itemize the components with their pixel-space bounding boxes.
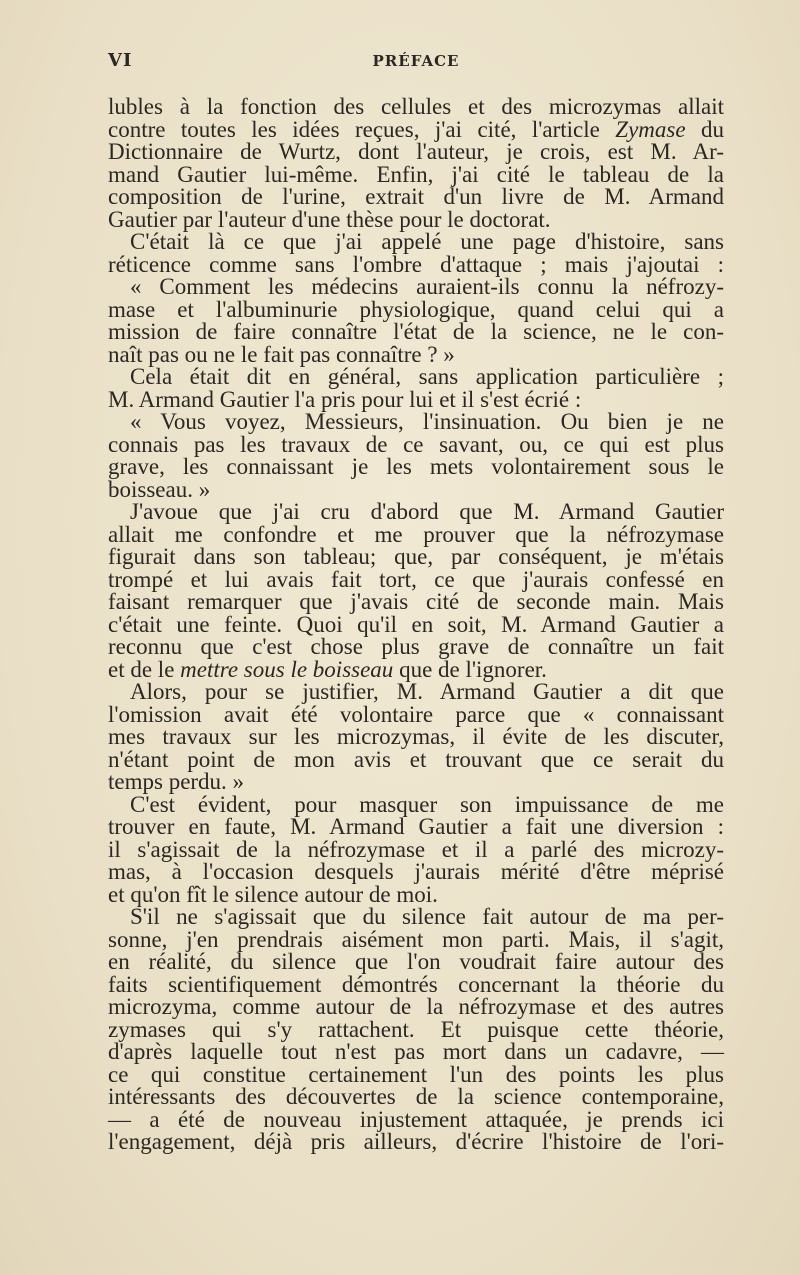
text-span: que de l'ignorer. <box>393 656 547 682</box>
text-line: S'il ne s'agissait que du silence fait autour de ma per- <box>130 904 724 929</box>
text-line: en réalité, du silence que l'on voudrait faire autour des <box>108 949 724 974</box>
text-line: grave, les connaissant je les mets volontairement sous le <box>108 454 724 479</box>
text-line: mase et l'albuminurie physiologique, quand celui qui a <box>108 296 724 322</box>
italic-phrase: mettre sous le boisseau <box>180 656 394 682</box>
body-text <box>108 96 724 1154</box>
text-line: C'était là ce que j'ai appelé une page d'histoire, sans <box>130 229 724 254</box>
text-line: « Vous voyez, Messieurs, l'insinuation. Ou bien je ne <box>130 409 724 434</box>
text-line: « Comment les médecins auraient-ils connu la néfrozy- <box>130 274 724 299</box>
text-line: allait me confondre et me prouver que la néfrozymase <box>108 521 724 547</box>
text-line: ce qui constitue certainement l'un des points les plus <box>108 1061 724 1087</box>
text-line: faits scientifiquement démontrés concernant la théorie du <box>108 971 724 997</box>
text-line: zymases qui s'y rattachent. Et puisque cette théorie, <box>108 1016 724 1042</box>
text-line: trompé et lui avais fait tort, ce que j'aurais confessé en <box>108 566 724 592</box>
text-line: c'était une feinte. Quoi qu'il en soit, M. Armand Gautier a <box>108 611 724 637</box>
text-line: connais pas les travaux de ce savant, ou, ce qui est plus <box>108 431 724 457</box>
page-number: VI <box>108 50 133 71</box>
italic-term: Zymase <box>615 116 686 142</box>
text-line: trouver en faute, M. Armand Gautier a fait une diversion : <box>108 814 724 839</box>
text-line: n'étant point de mon avis et trouvant que ce serait du <box>108 746 724 772</box>
text-line: lubles à la fonction des cellules et des microzymas allait <box>108 94 724 119</box>
text-line: faisant remarquer que j'avais cité de seconde main. Mais <box>108 589 724 614</box>
text-line: microzyma, comme autour de la néfrozymase et des autres <box>108 994 724 1019</box>
text-line: mand Gautier lui-même. Enfin, j'ai cité le tableau de la <box>108 161 724 187</box>
text-line: naît pas ou ne le fait pas connaître ? » <box>108 341 455 367</box>
text-line: boisseau. » <box>108 476 211 502</box>
text-line: Cela était dit en général, sans application particulière ; <box>130 364 724 389</box>
text-line: Gautier par l'auteur d'une thèse pour le doctorat. <box>108 206 551 232</box>
text-span: contre toutes les idées reçues, j'ai cité, l'article <box>108 116 616 142</box>
text-line: il s'agissait de la néfrozymase et il a parlé des microzy- <box>108 836 724 862</box>
text-line: figurait dans son tableau; que, par conséquent, je m'étais <box>108 544 724 569</box>
text-line: Alors, pour se justifier, M. Armand Gautier a dit que <box>130 679 724 704</box>
text-line: M. Armand Gautier l'a pris pour lui et il s'est écrié : <box>108 386 582 412</box>
text-line: C'est évident, pour masquer son impuissance de me <box>130 791 724 817</box>
text-line: réticence comme sans l'ombre d'attaque ; mais j'ajoutai : <box>108 251 724 277</box>
text-line: d'après laquelle tout n'est pas mort dans un cadavre, — <box>108 1039 724 1064</box>
text-line <box>108 116 724 142</box>
text-line: l'engagement, déjà pris ailleurs, d'écrire l'histoire de l'ori- <box>108 1129 724 1154</box>
running-title: PRÉFACE <box>372 52 460 70</box>
text-line: — a été de nouveau injustement attaquée, je prends ici <box>108 1106 724 1132</box>
text-span: et de le <box>108 656 181 682</box>
text-line: mission de faire connaître l'état de la science, ne le con- <box>108 319 724 344</box>
text-line: temps perdu. » <box>108 769 245 794</box>
text-line: J'avoue que j'ai cru d'abord que M. Armand Gautier <box>130 499 724 524</box>
text-line: l'omission avait été volontaire parce que « connaissant <box>108 701 724 727</box>
text-line <box>108 656 724 682</box>
text-line: et qu'on fît le silence autour de moi. <box>108 881 438 907</box>
text-line: reconnu que c'est chose plus grave de connaître un fait <box>108 634 724 659</box>
text-line: composition de l'urine, extrait d'un livre de M. Armand <box>108 184 724 209</box>
page-header <box>108 50 724 76</box>
text-line: mes travaux sur les microzymas, il évite de les discuter, <box>108 724 724 749</box>
text-line: sonne, j'en prendrais aisément mon parti. Mais, il s'agit, <box>108 926 724 952</box>
text-line: mas, à l'occasion desquels j'aurais mérité d'être méprisé <box>108 859 724 884</box>
text-line: intéressants des découvertes de la science contemporaine, <box>108 1084 724 1109</box>
text-span: du <box>685 116 724 142</box>
text-line: Dictionnaire de Wurtz, dont l'auteur, je crois, est M. Ar- <box>108 139 724 164</box>
